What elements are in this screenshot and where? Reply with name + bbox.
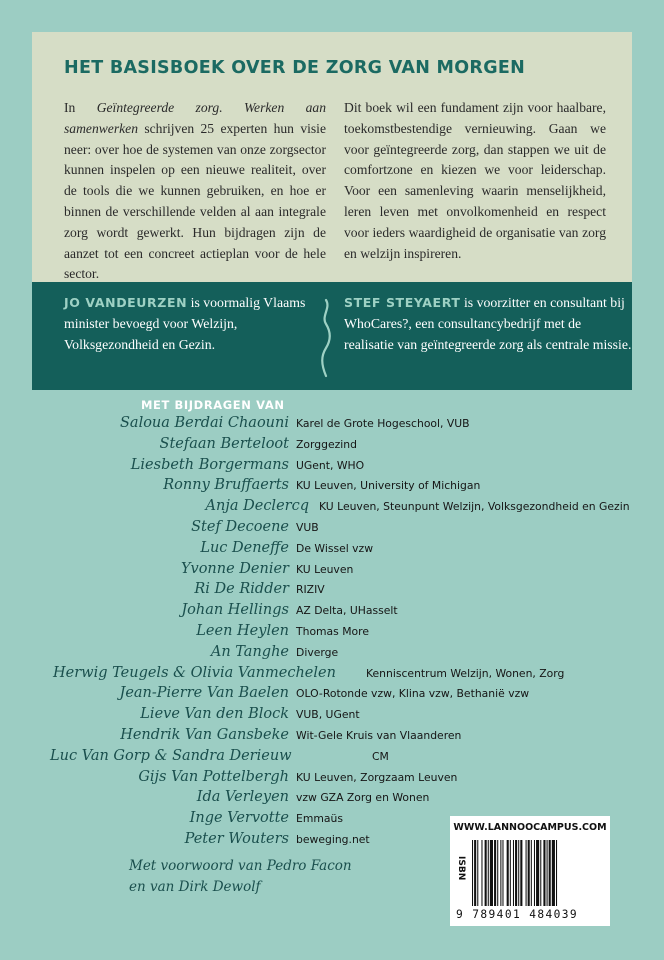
book-title: HET BASISBOEK OVER DE ZORG VAN MORGEN bbox=[64, 58, 526, 78]
contributor-affiliation: RIZIV bbox=[296, 583, 325, 597]
contributor-row bbox=[0, 767, 664, 788]
intro-right-paragraph: Dit boek wil een fundament zijn voor haalbare, toekomstbestendige vernieuwing. Gaan we voor geïntegreerde zorg, dan stappen we uit de comfortzone en kiezen we voor leiderschap. Voor een samenleving waarin menselijkheid, leren leven met onvolkomenheid en respect voor ieders waardigheid de organisatie van zorg en welzijn inspireren. bbox=[344, 100, 606, 261]
contributor-row bbox=[0, 413, 664, 434]
contributor-name: Peter Wouters bbox=[184, 830, 289, 847]
contributor-affiliation: Thomas More bbox=[296, 624, 370, 638]
contributor-row bbox=[0, 475, 664, 496]
isbn-number: 9 789401 484039 bbox=[456, 908, 579, 921]
contributor-row bbox=[0, 663, 664, 684]
contributors-list bbox=[0, 413, 664, 850]
isbn-label: ISBN bbox=[456, 856, 466, 881]
contributor-name: Gijs Van Pottelbergh bbox=[138, 768, 289, 785]
contributor-row bbox=[0, 455, 664, 476]
contributor-row bbox=[0, 600, 664, 621]
contributor-name: Jean-Pierre Van Baelen bbox=[119, 685, 289, 702]
wavy-divider bbox=[319, 298, 333, 378]
contributor-row bbox=[0, 496, 664, 517]
contributors-heading: MET BIJDRAGEN VAN bbox=[141, 398, 285, 412]
contributor-name: Luc Van Gorp & Sandra Derieuw bbox=[50, 747, 292, 764]
contributor-name: Saloua Berdai Chaouni bbox=[119, 415, 289, 431]
preface-line-2: en van Dirk Dewolf bbox=[129, 878, 261, 895]
contributor-name: Lieve Van den Block bbox=[140, 706, 289, 723]
contributor-row bbox=[0, 538, 664, 559]
contributor-row bbox=[0, 642, 664, 663]
contributor-name: Stef Decoene bbox=[191, 518, 289, 535]
contributor-name: Liesbeth Borgermans bbox=[130, 456, 289, 473]
author-bio-left bbox=[64, 292, 328, 355]
contributor-name: Leen Heylen bbox=[196, 622, 289, 639]
author-name-left: JO VANDEURZEN bbox=[64, 295, 188, 310]
contributor-affiliation: KU Leuven, University of Michigan bbox=[296, 479, 481, 493]
contributor-name: Herwig Teugels & Olivia Vanmechelen bbox=[53, 664, 336, 681]
contributor-name: Hendrik Van Gansbeke bbox=[120, 726, 289, 743]
contributor-row bbox=[0, 704, 664, 725]
author-name-right: STEF STEYAERT bbox=[344, 295, 461, 310]
barcode-panel bbox=[450, 816, 610, 926]
contributor-name: Luc Deneffe bbox=[200, 539, 289, 556]
preface-line-1: Met voorwoord van Pedro Facon bbox=[129, 858, 352, 874]
contributor-row bbox=[0, 434, 664, 455]
contributor-affiliation: KU Leuven, Steunpunt Welzijn, Volksgezondheid en Gezin bbox=[319, 500, 630, 514]
contributor-affiliation: Diverge bbox=[296, 645, 339, 659]
intro-left-post: schrijven 25 experten hun visie neer: over hoe de systemen van onze zorgsector kunnen inspelen op een nieuwe realiteit, over de tools die we kunnen gebruiken, en hoe er binnen de verschillende velden al aan integrale zorg wordt gewerkt. Hun bijdragen zijn de aanzet tot een concreet actieplan voor de hele sector. bbox=[64, 120, 326, 282]
intro-left-paragraph bbox=[64, 98, 326, 285]
author-bio-right bbox=[344, 292, 634, 355]
preface-credit bbox=[129, 856, 352, 897]
contributor-affiliation: UGent, WHO bbox=[296, 458, 365, 472]
contributor-name: Anja Declercq bbox=[205, 498, 309, 515]
contributor-name: Ida Verleyen bbox=[196, 789, 289, 806]
contributor-affiliation: beweging.net bbox=[296, 832, 370, 846]
contributor-affiliation: Emmaüs bbox=[296, 812, 343, 826]
contributor-name: An Tanghe bbox=[210, 643, 289, 660]
contributor-row bbox=[0, 683, 664, 704]
contributor-affiliation: AZ Delta, UHasselt bbox=[296, 604, 398, 618]
contributor-row bbox=[0, 725, 664, 746]
intro-left-book-title: Geïntegreerde zorg. Werken aan samenwerken bbox=[64, 100, 326, 136]
contributor-name: Ronny Bruffaerts bbox=[163, 477, 289, 494]
contributor-affiliation: CM bbox=[372, 749, 389, 763]
barcode-bars bbox=[470, 840, 604, 906]
contributor-affiliation: Kenniscentrum Welzijn, Wonen, Zorg bbox=[366, 666, 565, 680]
intro-left-pre: In bbox=[64, 100, 97, 115]
publisher-url: WWW.LANNOOCAMPUS.COM bbox=[453, 822, 607, 833]
contributor-row bbox=[0, 517, 664, 538]
author-bio-left-text: is voormalig Vlaams minister bevoegd voor Welzijn, Volksgezondheid en Gezin. bbox=[64, 295, 306, 352]
contributor-row bbox=[0, 579, 664, 600]
contributor-name: Inge Vervotte bbox=[189, 810, 289, 827]
intro-panel bbox=[32, 32, 632, 282]
contributor-affiliation: vzw GZA Zorg en Wonen bbox=[296, 791, 430, 805]
contributor-affiliation: De Wissel vzw bbox=[296, 541, 374, 555]
contributor-name: Johan Hellings bbox=[181, 602, 289, 619]
authors-band bbox=[32, 282, 632, 390]
contributor-name: Yvonne Denier bbox=[180, 560, 289, 577]
contributor-row bbox=[0, 746, 664, 767]
contributor-row bbox=[0, 559, 664, 580]
contributor-name: Ri De Ridder bbox=[194, 581, 289, 598]
contributor-affiliation: Karel de Grote Hogeschool, VUB bbox=[296, 417, 470, 430]
contributor-affiliation: Zorggezind bbox=[296, 437, 357, 451]
contributor-name: Stefaan Berteloot bbox=[159, 435, 289, 452]
contributor-row bbox=[0, 787, 664, 808]
contributor-affiliation: OLO-Rotonde vzw, Klina vzw, Bethanië vzw bbox=[296, 687, 530, 701]
contributor-affiliation: VUB bbox=[296, 520, 319, 534]
contributor-row bbox=[0, 621, 664, 642]
contributor-affiliation: KU Leuven, Zorgzaam Leuven bbox=[296, 770, 458, 784]
contributor-affiliation: VUB, UGent bbox=[296, 708, 360, 722]
contributor-affiliation: KU Leuven bbox=[296, 562, 354, 576]
author-bio-right-text: is voorzitter en consultant bij WhoCares?, een consultancybedrijf met de realisatie van geïntegreerde zorg als centrale missie. bbox=[344, 295, 632, 352]
contributor-affiliation: Wit-Gele Kruis van Vlaanderen bbox=[296, 728, 462, 742]
